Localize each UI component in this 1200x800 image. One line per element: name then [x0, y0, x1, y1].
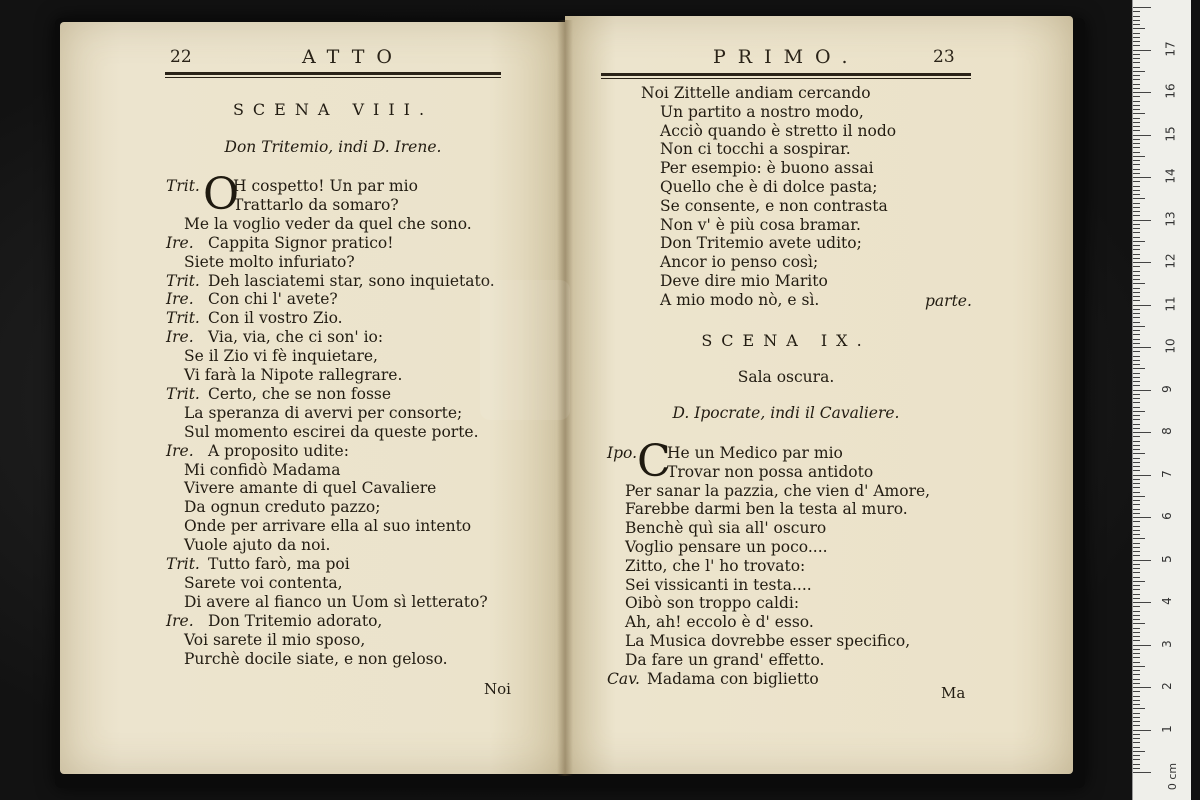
ruler-tick: [1133, 598, 1140, 599]
ruler-tick: [1133, 534, 1140, 535]
ruler-tick: [1133, 704, 1140, 705]
ruler-tick: [1133, 126, 1140, 127]
ruler-number: 3: [1159, 639, 1174, 648]
ruler-tick: [1133, 543, 1140, 544]
ruler-tick: [1133, 577, 1140, 578]
ruler-tick: [1133, 92, 1151, 93]
ruler-tick: [1133, 551, 1140, 552]
ruler-tick: [1133, 594, 1140, 595]
ruler-tick: [1133, 381, 1140, 382]
ruler-number: 4: [1159, 597, 1174, 605]
ruler-tick: [1133, 271, 1140, 272]
verse-line: Madama con biglietto: [647, 669, 819, 688]
measuring-ruler: [1132, 0, 1191, 800]
verse-line: Don Tritemio avete udito;: [660, 234, 862, 253]
ruler-tick: [1133, 377, 1140, 378]
ruler-tick: [1133, 538, 1145, 539]
speaker-label: Ire.: [166, 611, 194, 630]
ruler-tick: [1133, 513, 1140, 514]
ruler-tick: [1133, 721, 1140, 722]
ruler-tick: [1133, 585, 1140, 586]
ruler-tick: [1133, 130, 1140, 131]
ruler-tick: [1133, 262, 1151, 263]
ruler-tick: [1133, 470, 1140, 471]
verse-line: Deh lasciatemi star, sono inquietato.: [208, 271, 495, 290]
verse-line: Vuole ajuto da noi.: [184, 536, 331, 555]
ruler-tick: [1133, 560, 1151, 561]
right-scene-title: SCENA IX.: [701, 331, 871, 350]
ruler-tick: [1133, 479, 1140, 480]
ruler-tick: [1133, 194, 1140, 195]
ruler-tick: [1133, 232, 1140, 233]
verse-line: Con il vostro Zio.: [208, 309, 343, 328]
ruler-tick: [1133, 360, 1140, 361]
ruler-tick: [1133, 300, 1140, 301]
ruler-tick: [1133, 530, 1140, 531]
speaker-label: Ire.: [166, 441, 194, 460]
ruler-tick: [1133, 708, 1145, 709]
left-running-head: ATTO: [302, 46, 404, 68]
ruler-tick: [1133, 738, 1140, 739]
ruler-tick: [1133, 67, 1140, 68]
ruler-tick: [1133, 683, 1140, 684]
ruler-tick: [1133, 492, 1140, 493]
verse-line: Via, via, che ci son' io:: [208, 328, 384, 347]
verse-line: Non v' è più cosa bramar.: [660, 215, 861, 234]
ruler-tick: [1133, 164, 1140, 165]
ruler-tick: [1133, 568, 1140, 569]
ruler-tick: [1133, 632, 1140, 633]
ruler-tick: [1133, 296, 1140, 297]
ruler-tick: [1133, 186, 1140, 187]
ruler-tick: [1133, 564, 1140, 565]
right-scene-setting: Sala oscura.: [737, 368, 835, 386]
ruler-tick: [1133, 751, 1145, 752]
ruler-tick: [1133, 755, 1140, 756]
ruler-tick: [1133, 415, 1140, 416]
ruler-tick: [1133, 343, 1140, 344]
ruler-number: 2: [1159, 682, 1174, 690]
ruler-tick: [1133, 458, 1140, 459]
drop-cap: O: [203, 169, 240, 220]
verse-line: Ah, ah! eccolo è d' esso.: [625, 613, 814, 632]
ruler-tick: [1133, 152, 1140, 153]
ruler-tick: [1133, 105, 1140, 106]
ruler-tick: [1133, 220, 1151, 221]
ruler-tick: [1133, 113, 1145, 114]
verse-line: Sul momento escirei da queste porte.: [184, 422, 479, 441]
ruler-tick: [1133, 768, 1140, 769]
speaker-label: Trit.: [166, 555, 200, 573]
ruler-tick: [1133, 555, 1140, 556]
ruler-tick: [1133, 462, 1140, 463]
verse-line: He un Medico par mio: [667, 444, 843, 462]
ruler-tick: [1133, 237, 1140, 238]
ruler-tick: [1133, 649, 1140, 650]
ruler-tick: [1133, 670, 1140, 671]
ruler-tick: [1133, 28, 1145, 29]
ruler-tick: [1133, 7, 1151, 8]
right-page: [565, 16, 1073, 774]
verse-line: Sei vissicanti in testa....: [625, 575, 812, 594]
verse-line: A mio modo nò, e sì.: [660, 290, 820, 309]
ruler-tick: [1133, 203, 1140, 204]
ruler-tick: [1133, 101, 1140, 102]
ruler-tick: [1133, 504, 1140, 505]
ruler-tick: [1133, 245, 1140, 246]
ruler-tick: [1133, 96, 1140, 97]
ruler-tick: [1133, 691, 1140, 692]
ruler-tick: [1133, 11, 1140, 12]
ruler-tick: [1133, 662, 1140, 663]
ruler-tick: [1133, 313, 1140, 314]
verse-line: Di avere al fianco un Uom sì letterato?: [184, 592, 488, 611]
ruler-tick: [1133, 432, 1151, 433]
verse-line: Ancor io penso così;: [660, 253, 819, 272]
speaker-label: Trit.: [166, 177, 200, 195]
ruler-number: 1: [1159, 724, 1174, 733]
verse-line: Zitto, che l' ho trovato:: [625, 556, 806, 575]
ruler-tick: [1133, 317, 1140, 318]
ruler-tick: [1133, 602, 1151, 603]
right-running-head: PRIMO.: [713, 46, 860, 68]
ruler-tick: [1133, 283, 1145, 284]
right-header-rule: [601, 73, 971, 79]
ruler-tick: [1133, 254, 1140, 255]
ruler-tick: [1133, 679, 1140, 680]
left-page-number: 22: [170, 47, 192, 67]
verse-line: Siete molto infuriato?: [184, 252, 355, 271]
watermark: [480, 280, 570, 420]
ruler-tick: [1133, 45, 1140, 46]
drop-cap: C: [637, 436, 671, 487]
ruler-tick: [1133, 139, 1140, 140]
ruler-tick: [1133, 398, 1140, 399]
ruler-tick: [1133, 181, 1140, 182]
ruler-number: 16: [1163, 83, 1178, 99]
ruler-tick: [1133, 88, 1140, 89]
verse-line: La Musica dovrebbe esser specifico,: [625, 632, 911, 650]
verse-line: Voi sarete il mio sposo,: [184, 630, 366, 649]
verse-line: Un partito a nostro modo,: [660, 102, 864, 121]
ruler-tick: [1133, 373, 1140, 374]
verse-line: Farebbe darmi ben la testa al muro.: [625, 500, 908, 519]
verse-line: Per sanar la pazzia, che vien d' Amore,: [625, 481, 931, 500]
verse-line: Deve dire mio Marito: [660, 272, 828, 290]
ruler-tick: [1133, 453, 1145, 454]
ruler-tick: [1133, 224, 1140, 225]
ruler-tick: [1133, 198, 1145, 199]
ruler-tick: [1133, 169, 1140, 170]
ruler-number: 8: [1159, 427, 1174, 435]
ruler-number: 17: [1163, 40, 1178, 57]
ruler-tick: [1133, 589, 1140, 590]
ruler-tick: [1133, 322, 1140, 323]
verse-line: Sarete voi contenta,: [184, 573, 343, 592]
ruler-tick: [1133, 628, 1140, 629]
ruler-tick: [1133, 713, 1140, 714]
ruler-number: 12: [1163, 253, 1178, 269]
ruler-tick: [1133, 50, 1151, 51]
speaker-label: Cav.: [607, 669, 640, 688]
ruler-tick: [1133, 122, 1140, 123]
speaker-label: Ire.: [166, 328, 194, 347]
verse-line: Noi Zittelle andiam cercando: [641, 84, 871, 102]
ruler-tick: [1133, 41, 1140, 42]
ruler-tick: [1133, 160, 1140, 161]
verse-line: Oibò son troppo caldi:: [625, 594, 800, 613]
ruler-tick: [1133, 500, 1140, 501]
ruler-tick: [1133, 58, 1140, 59]
ruler-tick: [1133, 215, 1140, 216]
ruler-tick: [1133, 687, 1151, 688]
speaker-label: Ire.: [166, 290, 194, 309]
ruler-tick: [1133, 717, 1140, 718]
verse-line: Vivere amante di quel Cavaliere: [184, 479, 437, 498]
ruler-tick: [1133, 79, 1140, 80]
verse-line: Onde per arrivare ella al suo intento: [184, 517, 472, 536]
ruler-tick: [1133, 292, 1140, 293]
ruler-tick: [1133, 572, 1140, 573]
ruler-tick: [1133, 547, 1140, 548]
ruler-tick: [1133, 33, 1140, 34]
ruler-tick: [1133, 441, 1140, 442]
ruler-number: 11: [1163, 295, 1178, 312]
ruler-tick: [1133, 645, 1151, 646]
verse-line: Benchè quì sia all' oscuro: [625, 519, 827, 538]
ruler-tick: [1133, 419, 1140, 420]
right-scene-subtitle: D. Ipocrate, indi il Cavaliere.: [672, 404, 900, 422]
ruler-tick: [1133, 436, 1140, 437]
verse-line: Se il Zio vi fè inquietare,: [184, 347, 378, 366]
ruler-tick: [1133, 747, 1140, 748]
ruler-tick: [1133, 666, 1145, 667]
ruler-tick: [1133, 20, 1140, 21]
ruler-tick: [1133, 109, 1140, 110]
ruler-tick: [1133, 62, 1140, 63]
ruler-tick: [1133, 449, 1140, 450]
verse-line: Non ci tocchi a sospirar.: [660, 140, 851, 159]
ruler-number: 7: [1159, 469, 1174, 478]
ruler-tick: [1133, 725, 1140, 726]
ruler-tick: [1133, 517, 1151, 518]
ruler-tick: [1133, 581, 1145, 582]
ruler-tick: [1133, 279, 1140, 280]
verse-line: Vi farà la Nipote rallegrare.: [184, 366, 403, 384]
left-scene-title: SCENA VIII.: [232, 100, 434, 119]
verse-line: Voglio pensare un poco....: [625, 538, 828, 556]
ruler-number: 15: [1163, 125, 1178, 142]
ruler-tick: [1133, 390, 1151, 391]
ruler-tick: [1133, 177, 1151, 178]
ruler-tick: [1133, 509, 1140, 510]
ruler-tick: [1133, 339, 1140, 340]
ruler-tick: [1133, 118, 1140, 119]
ruler-tick: [1133, 606, 1140, 607]
verse-line: Da fare un grand' effetto.: [625, 650, 825, 669]
ruler-tick: [1133, 674, 1140, 675]
ruler-tick: [1133, 521, 1140, 522]
ruler-tick: [1133, 611, 1140, 612]
verse-line: A proposito udite:: [208, 441, 349, 460]
verse-line: Trattarlo da somaro?: [233, 195, 399, 214]
ruler-number: 9: [1159, 384, 1174, 393]
verse-line: Da ognun creduto pazzo;: [184, 498, 381, 517]
ruler-tick: [1133, 190, 1140, 191]
ruler-tick: [1133, 636, 1140, 637]
ruler-tick: [1133, 764, 1140, 765]
right-page-number: 23: [933, 47, 955, 67]
ruler-tick: [1133, 326, 1145, 327]
right-catchword: Ma: [941, 684, 966, 702]
ruler-tick: [1133, 696, 1140, 697]
ruler-tick: [1133, 309, 1140, 310]
verse-line: Me la voglio veder da quel che sono.: [184, 214, 472, 233]
ruler-tick: [1133, 466, 1140, 467]
ruler-tick: [1133, 143, 1140, 144]
verse-line: Cappita Signor pratico!: [208, 233, 394, 252]
ruler-tick: [1133, 411, 1145, 412]
ruler-tick: [1133, 54, 1140, 55]
ruler-tick: [1133, 305, 1151, 306]
left-header-rule: [165, 72, 501, 78]
ruler-tick: [1133, 211, 1140, 212]
ruler-tick: [1133, 156, 1145, 157]
verse-line: Mi confidò Madama: [184, 460, 341, 479]
ruler-tick: [1133, 742, 1140, 743]
speaker-label: Trit.: [166, 271, 200, 290]
ruler-tick: [1133, 385, 1140, 386]
ruler-tick: [1133, 653, 1140, 654]
left-scene-subtitle: Don Tritemio, indi D. Irene.: [224, 138, 442, 156]
ruler-tick: [1133, 657, 1140, 658]
ruler-tick: [1133, 526, 1140, 527]
verse-line: Purchè docile siate, e non geloso.: [184, 649, 448, 668]
verse-line: H cospetto! Un par mio: [233, 177, 418, 195]
ruler-tick: [1133, 475, 1151, 476]
ruler-tick: [1133, 275, 1140, 276]
ruler-tick: [1133, 623, 1145, 624]
ruler-tick: [1133, 135, 1151, 136]
ruler-number: 5: [1159, 554, 1174, 563]
speaker-label: Trit.: [166, 309, 200, 328]
ruler-tick: [1133, 16, 1140, 17]
verse-line: Per esempio: è buono assai: [660, 159, 874, 178]
ruler-tick: [1133, 330, 1140, 331]
ruler-tick: [1133, 24, 1140, 25]
ruler-tick: [1133, 351, 1140, 352]
ruler-number: 14: [1163, 168, 1178, 184]
verse-line: Don Tritemio adorato,: [208, 611, 383, 630]
ruler-tick: [1133, 266, 1140, 267]
speaker-label: Ire.: [166, 233, 194, 252]
ruler-tick: [1133, 730, 1151, 731]
verse-line: Certo, che se non fosse: [208, 384, 392, 403]
ruler-tick: [1133, 394, 1140, 395]
verse-line: La speranza di avervi per consorte;: [184, 403, 463, 422]
speaker-label: Ipo.: [607, 444, 638, 462]
ruler-number: 13: [1163, 210, 1178, 227]
verse-line: Se consente, e non contrasta: [660, 196, 888, 215]
ruler-tick: [1133, 407, 1140, 408]
ruler-unit-label: 0 cm: [1166, 762, 1180, 791]
ruler-tick: [1133, 428, 1140, 429]
ruler-tick: [1133, 700, 1140, 701]
exit-note: parte.: [925, 292, 972, 310]
ruler-tick: [1133, 207, 1140, 208]
ruler-tick: [1133, 241, 1145, 242]
ruler-tick: [1133, 772, 1151, 773]
ruler-tick: [1133, 37, 1140, 38]
ruler-tick: [1133, 640, 1140, 641]
ruler-tick: [1133, 258, 1140, 259]
ruler-tick: [1133, 147, 1140, 148]
ruler-tick: [1133, 228, 1140, 229]
ruler-tick: [1133, 347, 1151, 348]
ruler-tick: [1133, 734, 1140, 735]
ruler-tick: [1133, 402, 1140, 403]
ruler-tick: [1133, 364, 1140, 365]
ruler-tick: [1133, 249, 1140, 250]
ruler-tick: [1133, 483, 1140, 484]
verse-line: Tutto farò, ma poi: [208, 555, 350, 573]
ruler-tick: [1133, 615, 1140, 616]
ruler-tick: [1133, 487, 1140, 488]
ruler-tick: [1133, 75, 1140, 76]
ruler-tick: [1133, 496, 1145, 497]
verse-line: Quello che è di dolce pasta;: [660, 178, 878, 196]
verse-line: Con chi l' avete?: [208, 290, 338, 309]
ruler-tick: [1133, 445, 1140, 446]
ruler-tick: [1133, 84, 1140, 85]
left-catchword: Noi: [484, 680, 511, 698]
speaker-label: Trit.: [166, 384, 200, 403]
verse-line: Trovar non possa antidoto: [667, 462, 874, 481]
ruler-tick: [1133, 288, 1140, 289]
ruler-tick: [1133, 759, 1140, 760]
ruler-tick: [1133, 71, 1145, 72]
ruler-tick: [1133, 368, 1145, 369]
ruler-tick: [1133, 424, 1140, 425]
ruler-tick: [1133, 173, 1140, 174]
ruler-tick: [1133, 356, 1140, 357]
ruler-tick: [1133, 334, 1140, 335]
verse-line: Acciò quando è stretto il nodo: [660, 121, 897, 140]
ruler-number: 6: [1159, 512, 1174, 520]
ruler-number: 10: [1163, 338, 1178, 354]
ruler-tick: [1133, 619, 1140, 620]
